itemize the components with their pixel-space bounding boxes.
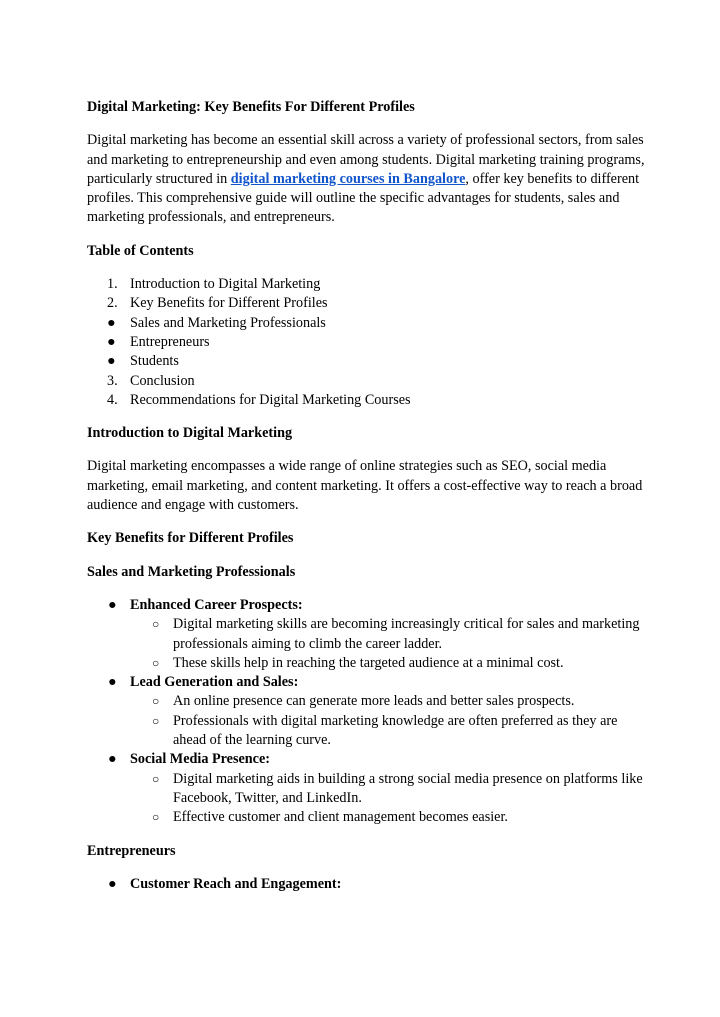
sub-bullet-marker: ○ xyxy=(152,694,160,709)
benefit-sub-item xyxy=(130,615,647,654)
benefit-item xyxy=(87,673,647,750)
toc-item-text: Introduction to Digital Marketing xyxy=(130,276,321,293)
intro-paragraph xyxy=(87,131,647,227)
sub-bullet-marker: ○ xyxy=(152,810,160,825)
toc-marker: 1. xyxy=(107,276,118,293)
toc-item-text: Entrepreneurs xyxy=(130,333,210,350)
bullet-marker: ● xyxy=(108,596,117,613)
benefit-sub-text: Professionals with digital marketing knowledge are often preferred as they are ahead of the learning curve. xyxy=(173,712,618,749)
benefit-sub-item xyxy=(130,692,647,711)
bullet-marker: ● xyxy=(108,674,117,691)
table-of-contents xyxy=(87,275,647,410)
toc-item-text: Recommendations for Digital Marketing Courses xyxy=(130,391,411,408)
benefit-sub-item xyxy=(130,654,647,673)
sub-bullet-marker: ○ xyxy=(152,617,160,632)
benefit-sub-list xyxy=(130,615,647,673)
entrepreneurs-benefits-list xyxy=(87,875,647,894)
document-title: Digital Marketing: Key Benefits For Different Profiles xyxy=(87,99,415,115)
benefit-title: Lead Generation and Sales: xyxy=(130,674,299,691)
toc-item xyxy=(87,352,647,371)
toc-item xyxy=(87,391,647,410)
toc-item xyxy=(87,294,647,313)
toc-item-text: Conclusion xyxy=(130,372,195,389)
key-benefits-heading: Key Benefits for Different Profiles xyxy=(87,530,294,547)
benefit-sub-list xyxy=(130,770,647,828)
bullet-marker: ● xyxy=(108,875,117,892)
toc-item-text: Students xyxy=(130,353,179,370)
toc-marker: 2. xyxy=(107,295,118,312)
benefit-title: Customer Reach and Engagement: xyxy=(130,875,342,892)
benefit-sub-text: Digital marketing skills are becoming increasingly critical for sales and marketing professionals aiming to climb the career ladder. xyxy=(173,616,640,652)
toc-marker: 4. xyxy=(107,391,118,408)
sub-bullet-marker: ○ xyxy=(152,655,160,670)
benefit-sub-text: These skills help in reaching the targeted audience at a minimal cost. xyxy=(173,654,564,671)
benefit-sub-text: Effective customer and client management becomes easier. xyxy=(173,809,508,826)
toc-marker: 3. xyxy=(107,372,118,389)
sales-heading: Sales and Marketing Professionals xyxy=(87,563,296,580)
sales-benefits-list xyxy=(87,596,647,828)
bangalore-courses-link[interactable]: digital marketing courses in Bangalore xyxy=(230,170,466,187)
benefit-sub-item xyxy=(130,808,647,827)
toc-item xyxy=(87,275,647,294)
intro-section-body: Digital marketing encompasses a wide range of online strategies such as SEO, social media marketing, email marketing, and content marketing. It offers a cost-effective way to reach a broad audience and engage with customers. xyxy=(87,458,643,514)
intro-text-after: , offer key benefits to different profiles. This comprehensive guide will outline the specific advantages for students, sales and marketing professionals, and entrepreneurs. xyxy=(87,170,640,226)
toc-item-text: Key Benefits for Different Profiles xyxy=(130,295,328,312)
benefit-sub-item xyxy=(130,712,647,751)
sub-bullet-marker: ○ xyxy=(152,771,160,786)
benefit-title: Enhanced Career Prospects: xyxy=(130,596,303,613)
benefit-sub-item xyxy=(130,770,647,809)
benefit-item xyxy=(87,875,647,894)
benefit-sub-list xyxy=(130,692,647,750)
intro-section-heading: Introduction to Digital Marketing xyxy=(87,425,293,442)
toc-item xyxy=(87,333,647,352)
toc-heading: Table of Contents xyxy=(87,242,194,259)
bullet-marker: ● xyxy=(108,751,117,768)
benefit-sub-text: An online presence can generate more leads and better sales prospects. xyxy=(173,693,575,710)
intro-text-before: Digital marketing has become an essential skill across a variety of professional sectors, from sales and marketing to entrepreneurship and even among students. Digital marketing training programs, particularly structured in xyxy=(87,132,645,187)
entrepreneurs-heading: Entrepreneurs xyxy=(87,842,176,859)
toc-marker: ● xyxy=(107,333,116,350)
benefit-item xyxy=(87,596,647,673)
sub-bullet-marker: ○ xyxy=(152,713,160,728)
benefit-sub-text: Digital marketing aids in building a strong social media presence on platforms like Facebook, Twitter, and LinkedIn. xyxy=(173,770,643,806)
benefit-item xyxy=(87,750,647,827)
document-body xyxy=(87,98,647,908)
toc-item xyxy=(87,372,647,391)
toc-item xyxy=(87,314,647,333)
toc-item-text: Sales and Marketing Professionals xyxy=(130,314,326,331)
benefit-title: Social Media Presence: xyxy=(130,751,270,768)
toc-marker: ● xyxy=(107,314,116,331)
toc-marker: ● xyxy=(107,353,116,370)
